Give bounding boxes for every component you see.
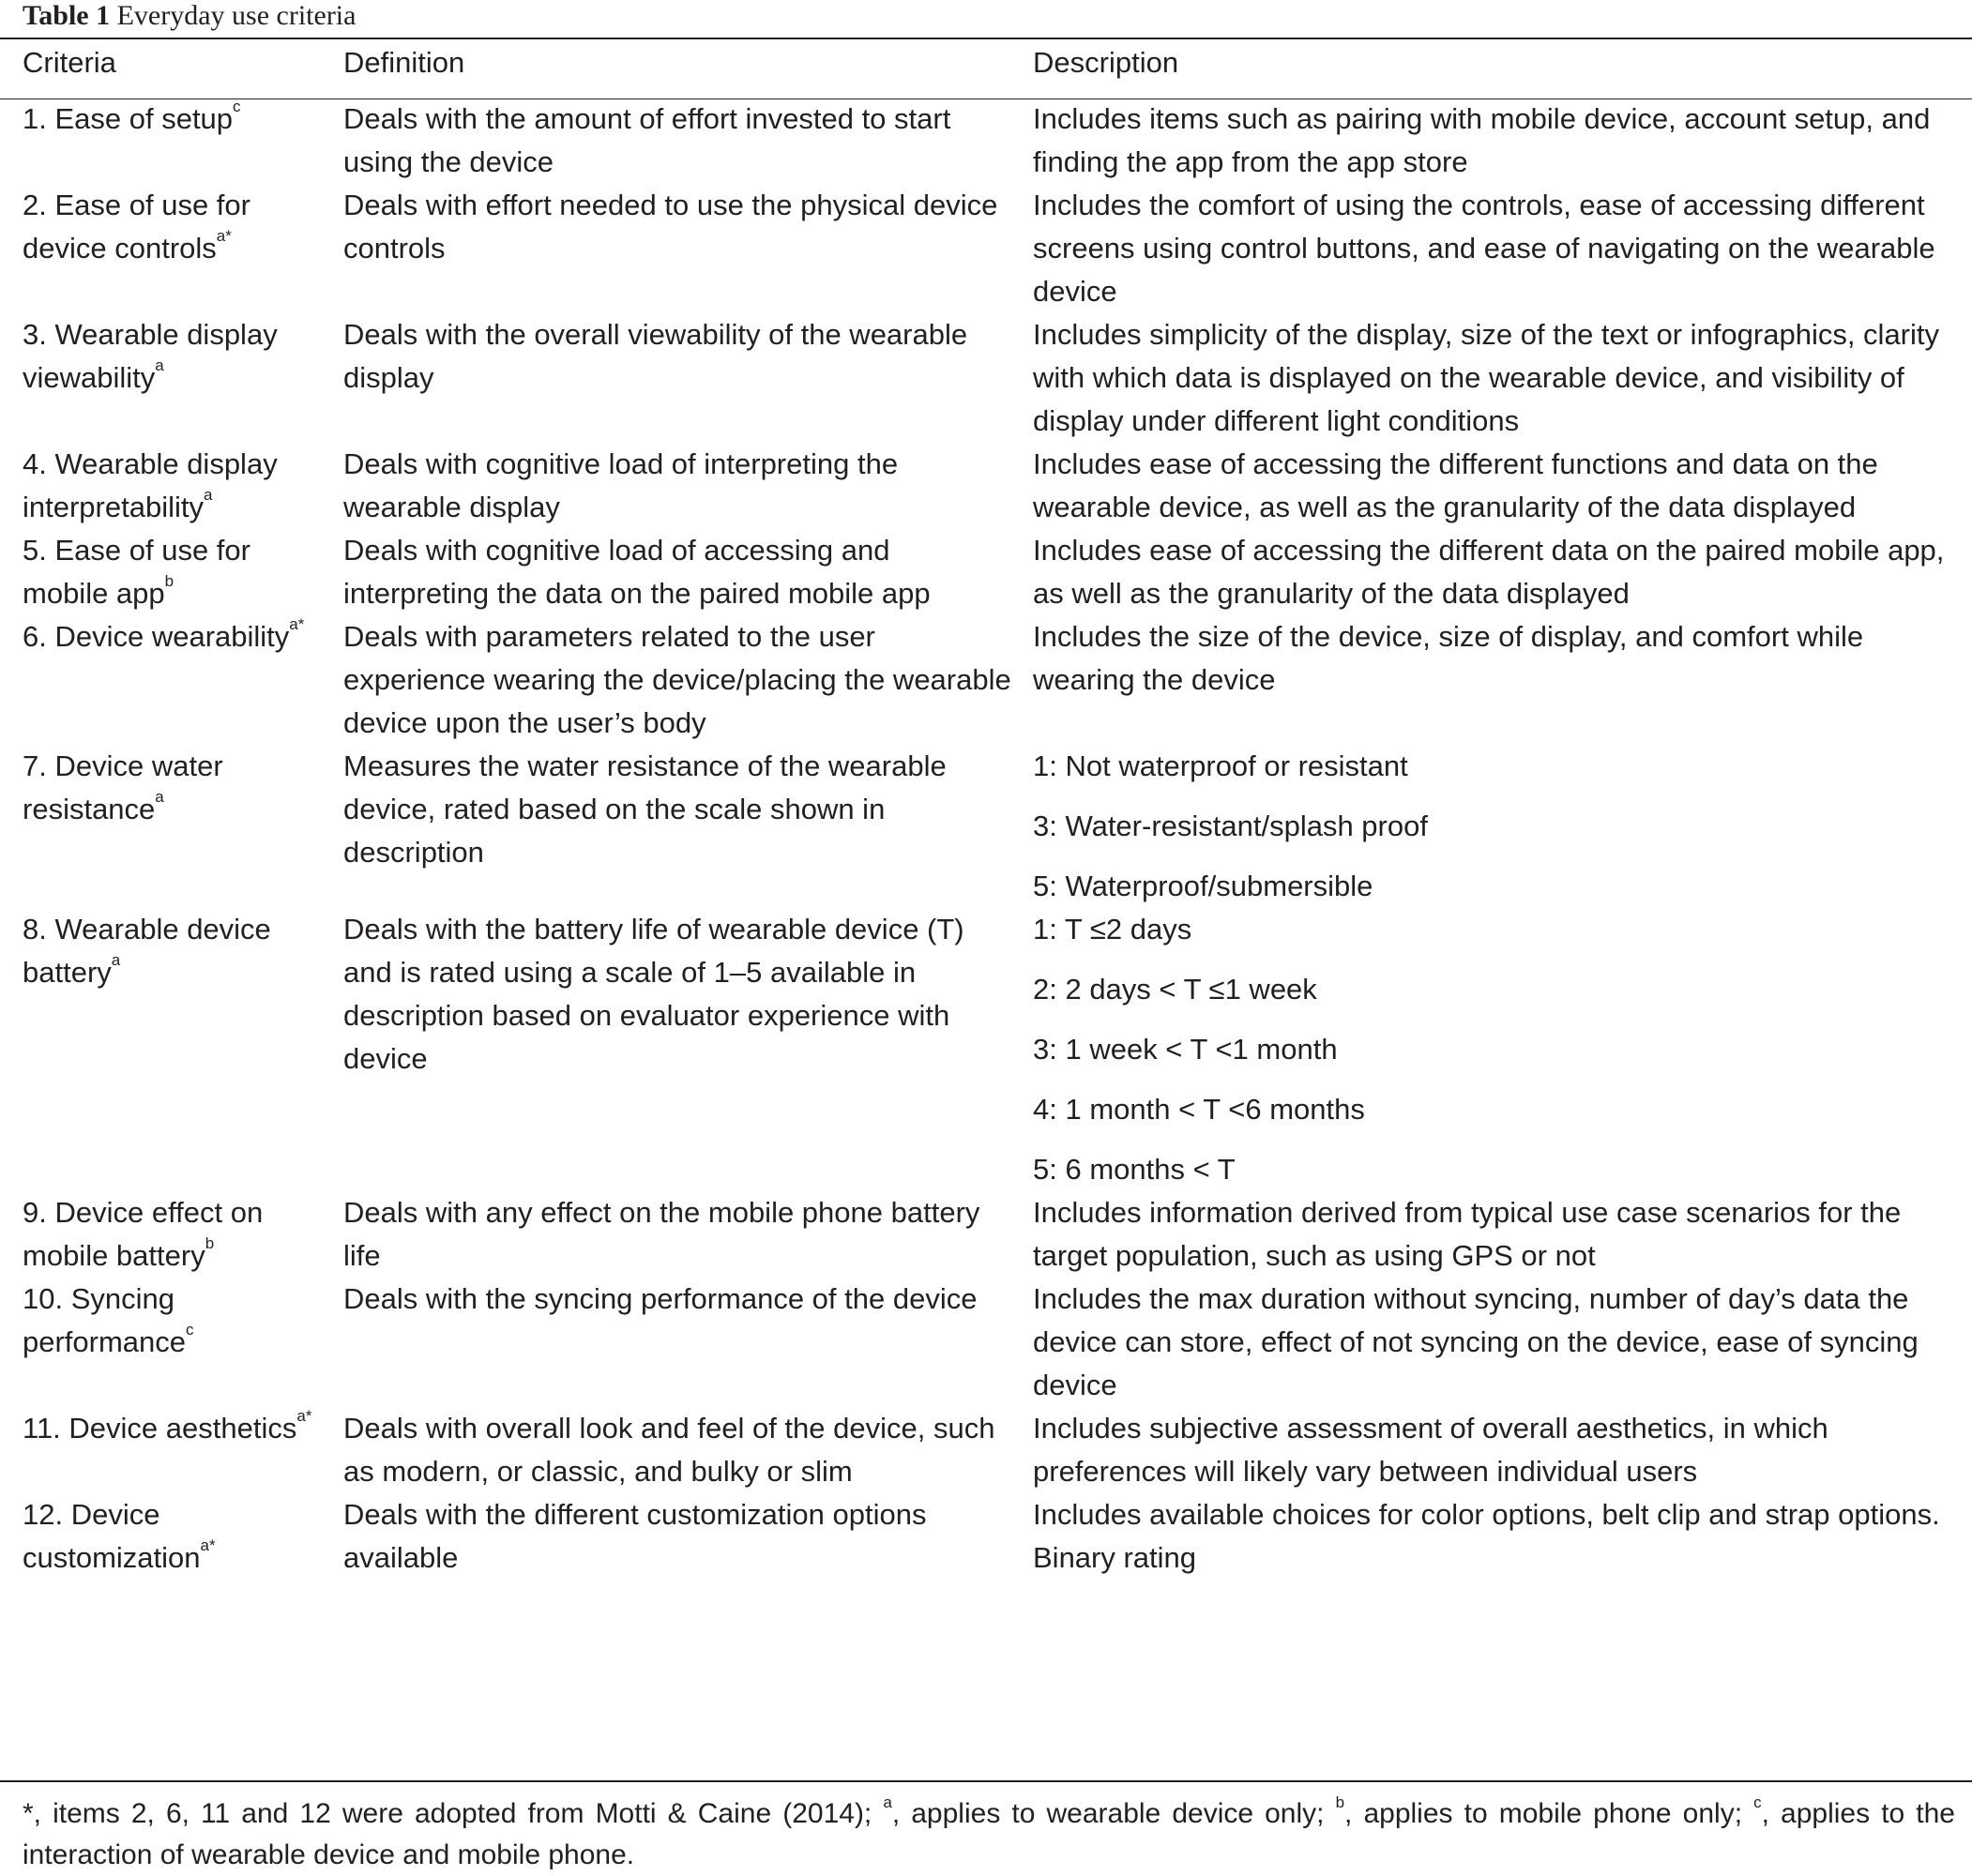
table-caption-title: Everyday use criteria [116,0,356,31]
table-caption-label: Table 1 [23,0,111,31]
criteria-footnote-marker: b [205,1234,215,1252]
criteria-name: 8. Wearable device battery [23,913,271,989]
table-row [0,1191,1972,1278]
criteria-name: 7. Device water resistance [23,749,223,825]
header-criteria: Criteria [23,46,116,79]
table-row [0,745,1972,908]
table-row [0,443,1972,529]
criteria-cell [0,1191,343,1278]
footnote-sup-c: c [1753,1793,1762,1811]
table-row [0,184,1972,313]
table-row [0,615,1972,745]
criteria-footnote-marker: c [186,1321,194,1339]
table-row [0,1407,1972,1493]
criteria-cell [0,98,343,184]
table-row [0,98,1972,184]
criteria-name: 10. Syncing performance [23,1282,187,1358]
criteria-cell [0,184,343,313]
criteria-name: 4. Wearable display interpretability [23,447,278,523]
table-body [0,98,1972,1580]
scale-item: 1: Not waterproof or resistant [1033,749,1408,782]
table-row [0,1278,1972,1407]
footnote-sup-b: b [1335,1793,1345,1811]
footnote-text-3: , applies to mobile phone only; [1344,1798,1754,1829]
definition-cell: Deals with overall look and feel of the device, such as modern, or classic, and bulky or slim [343,1412,995,1488]
criteria-name: 9. Device effect on mobile battery [23,1196,264,1272]
criteria-cell [0,1493,343,1580]
definition-cell: Deals with parameters related to the user experience wearing the device/placing the wearable device upon the user’s body [343,620,1011,739]
criteria-name: 2. Ease of use for device controls [23,189,250,265]
criteria-name: 6. Device wearability [23,620,290,653]
scale-item: 5: Waterproof/submersible [1033,870,1373,902]
definition-cell: Deals with cognitive load of accessing and interpreting the data on the paired mobile app [343,534,931,610]
criteria-name: 12. Device customization [23,1498,201,1574]
definition-cell: Deals with the battery life of wearable device (T) and is rated using a scale of 1–5 available in description based on evaluator experience with device [343,913,964,1075]
definition-cell: Deals with the amount of effort invested to start using the device [343,102,951,178]
footnote-text-1: *, items 2, 6, 11 and 12 were adopted from Motti & Caine (2014); [23,1798,884,1829]
criteria-cell [0,443,343,529]
criteria-cell [0,908,343,1191]
description-cell: Includes subjective assessment of overall aesthetics, in which preferences will likely vary between individual users [1033,1412,1828,1488]
bottom-rule [0,1780,1972,1782]
table-row [0,908,1972,1191]
criteria-cell [0,745,343,908]
description-cell: Includes simplicity of the display, size of the text or infographics, clarity with which data is displayed on the wearable device, and visibility of display under different light conditions [1033,318,1940,437]
criteria-table [0,41,1972,1580]
footnote-text-2: , applies to wearable device only; [891,1798,1336,1829]
definition-cell: Deals with the overall viewability of the wearable display [343,318,968,394]
scale-item: 5: 6 months < T [1033,1153,1236,1186]
criteria-cell [0,529,343,615]
criteria-footnote-marker: a [155,356,164,374]
criteria-name: 3. Wearable display viewability [23,318,278,394]
description-cell: Includes ease of accessing the different data on the paired mobile app, as well as the granularity of the data displayed [1033,534,1945,610]
table-row [0,1493,1972,1580]
description-cell: Includes available choices for color options, belt clip and strap options. Binary rating [1033,1498,1940,1574]
criteria-cell [0,313,343,443]
table-caption [23,0,356,32]
criteria-footnote-marker: a* [216,227,232,245]
definition-cell: Deals with cognitive load of interpreting the wearable display [343,447,899,523]
definition-cell: Measures the water resistance of the wearable device, rated based on the scale shown in description [343,749,947,869]
criteria-footnote-marker: a [111,951,121,969]
table-footnote [23,1793,1955,1876]
header-definition: Definition [343,46,465,79]
definition-cell: Deals with the different customization options available [343,1498,927,1574]
criteria-footnote-marker: a* [200,1536,216,1554]
description-cell: Includes information derived from typical use case scenarios for the target population, such as using GPS or not [1033,1196,1902,1272]
description-cell [1033,745,1972,908]
scale-item: 4: 1 month < T <6 months [1033,1093,1365,1126]
definition-cell: Deals with effort needed to use the physical device controls [343,189,998,265]
criteria-footnote-marker: a [203,486,213,504]
description-cell: Includes ease of accessing the different functions and data on the wearable device, as well as the granularity of the data displayed [1033,447,1878,523]
criteria-footnote-marker: c [233,98,241,115]
criteria-name: 5. Ease of use for mobile app [23,534,250,610]
description-cell: Includes the comfort of using the controls, ease of accessing different screens using control buttons, and ease of navigating on the wearable device [1033,189,1935,308]
criteria-cell [0,615,343,745]
footnote-text-4: , applies to the interaction of wearable device and mobile phone. [23,1798,1955,1870]
table-row [0,529,1972,615]
criteria-footnote-marker: a* [289,615,305,633]
scale-item: 2: 2 days < T ≤1 week [1033,973,1317,1006]
criteria-name: 1. Ease of setup [23,102,234,135]
scale-item: 3: Water-resistant/splash proof [1033,809,1428,842]
criteria-name: 11. Device aesthetics [23,1412,297,1445]
criteria-cell [0,1407,343,1493]
criteria-footnote-marker: b [164,572,174,590]
definition-cell: Deals with any effect on the mobile phone battery life [343,1196,980,1272]
header-description: Description [1033,46,1179,79]
description-cell: Includes items such as pairing with mobile device, account setup, and finding the app from the app store [1033,102,1931,178]
scale-item: 1: T ≤2 days [1033,913,1192,946]
table-row [0,313,1972,443]
definition-cell: Deals with the syncing performance of the device [343,1282,978,1315]
criteria-cell [0,1278,343,1407]
description-cell: Includes the max duration without syncing, number of day’s data the device can store, effect of not syncing on the device, ease of syncing device [1033,1282,1919,1401]
description-cell [1033,908,1972,1191]
description-cell: Includes the size of the device, size of display, and comfort while wearing the device [1033,620,1864,696]
footnote-sup-a: a [883,1793,892,1811]
table-header-row [0,41,1972,98]
criteria-footnote-marker: a [155,788,164,806]
top-rule [0,38,1972,39]
criteria-footnote-marker: a* [296,1407,312,1425]
scale-item: 3: 1 week < T <1 month [1033,1033,1338,1066]
